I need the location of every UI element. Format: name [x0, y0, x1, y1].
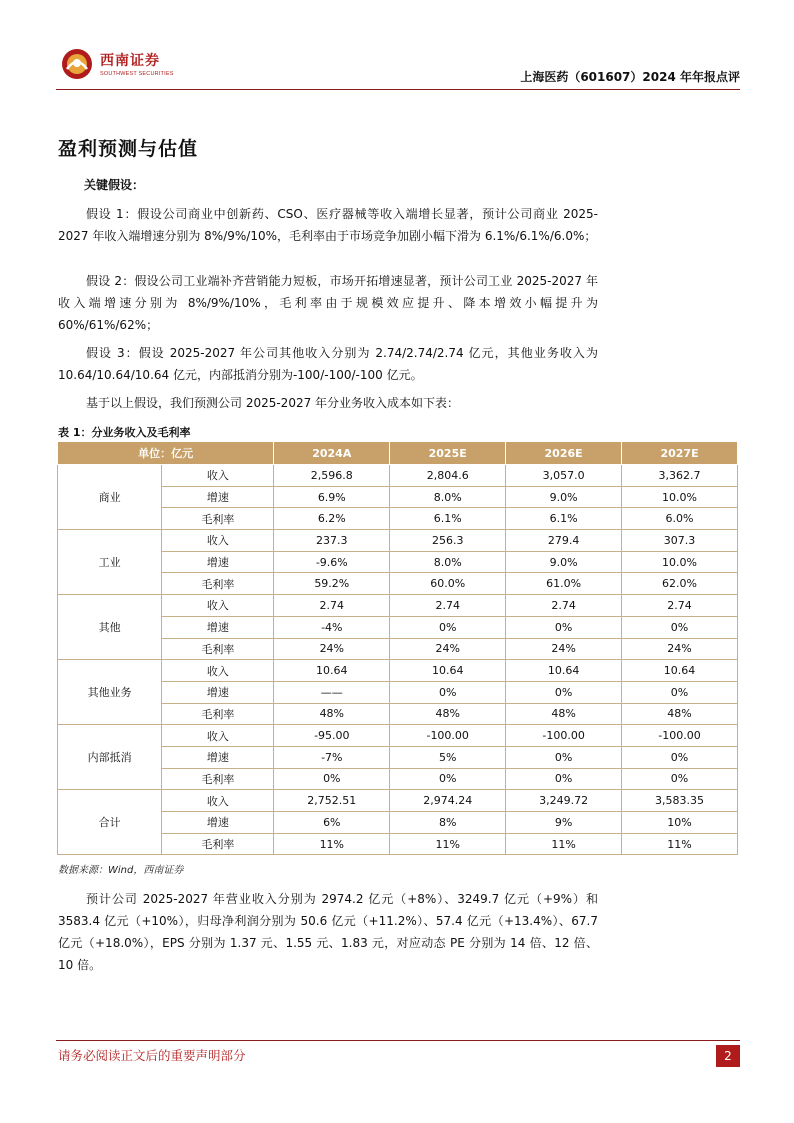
value-cell: 10.64: [506, 660, 622, 682]
value-cell: 48%: [390, 703, 506, 725]
value-cell: 3,249.72: [506, 790, 622, 812]
value-cell: 256.3: [390, 530, 506, 552]
logo-text-en: SOUTHWEST SECURITIES: [100, 71, 174, 77]
metric-label-cell: 收入: [162, 465, 274, 487]
value-cell: 10.64: [390, 660, 506, 682]
table-row: [58, 660, 738, 682]
value-cell: 0%: [506, 681, 622, 703]
value-cell: 2.74: [622, 595, 738, 617]
value-cell: 5%: [390, 746, 506, 768]
value-cell: 3,057.0: [506, 465, 622, 487]
metric-label-cell: 毛利率: [162, 573, 274, 595]
value-cell: -4%: [274, 616, 390, 638]
assumption-3: 假设 3：假设 2025-2027 年公司其他收入分别为 2.74/2.74/2.74 亿元，其他业务收入为 10.64/10.64/10.64 亿元，内部抵消分别为-100/-100/-100 亿元。: [58, 346, 598, 382]
value-cell: -9.6%: [274, 551, 390, 573]
value-cell: 9%: [506, 812, 622, 834]
value-cell: 11%: [390, 833, 506, 855]
value-cell: 6.0%: [622, 508, 738, 530]
table-row: [58, 790, 738, 812]
value-cell: 2,596.8: [274, 465, 390, 487]
page-number: 2: [716, 1045, 740, 1067]
value-cell: 10.0%: [622, 551, 738, 573]
value-cell: 2.74: [274, 595, 390, 617]
value-cell: 10.0%: [622, 486, 738, 508]
col-header: 2027E: [622, 442, 738, 465]
metric-label-cell: 收入: [162, 725, 274, 747]
section-title: 盈利预测与估值: [58, 138, 199, 160]
metric-label-cell: 增速: [162, 551, 274, 573]
metric-label-cell: 收入: [162, 660, 274, 682]
value-cell: 9.0%: [506, 486, 622, 508]
metric-label-cell: 毛利率: [162, 768, 274, 790]
value-cell: 307.3: [622, 530, 738, 552]
value-cell: 48%: [622, 703, 738, 725]
value-cell: 24%: [506, 638, 622, 660]
value-cell: 0%: [622, 746, 738, 768]
value-cell: 0%: [390, 616, 506, 638]
value-cell: 24%: [622, 638, 738, 660]
table-caption: 表 1：分业务收入及毛利率: [58, 426, 191, 439]
value-cell: 2,804.6: [390, 465, 506, 487]
value-cell: 3,362.7: [622, 465, 738, 487]
value-cell: -7%: [274, 746, 390, 768]
table-row: [58, 530, 738, 552]
value-cell: 11%: [274, 833, 390, 855]
assumption-1: 假设 1：假设公司商业中创新药、CSO、医疗器械等收入端增长显著，预计公司商业 2025-2027 年收入端增速分别为 8%/9%/10%，毛利率由于市场竞争加剧小幅下滑为 6.1%/6.1%/6.0%；: [58, 207, 598, 243]
assumption-2: 假设 2：假设公司工业端补齐营销能力短板，市场开拓增速显著，预计公司工业 2025-2027 年收入端增速分别为 8%/9%/10%，毛利率由于规模效应提升、降本增效小幅提升为 60%/61%/62%；: [58, 274, 598, 332]
value-cell: 48%: [506, 703, 622, 725]
value-cell: -100.00: [506, 725, 622, 747]
value-cell: 0%: [390, 681, 506, 703]
page-header: [56, 40, 740, 90]
footer-divider: [56, 1040, 740, 1041]
data-source: 数据来源：Wind，西南证券: [58, 865, 184, 876]
segment-name-cell: 其他: [58, 595, 162, 660]
value-cell: 0%: [274, 768, 390, 790]
metric-label-cell: 毛利率: [162, 638, 274, 660]
value-cell: 59.2%: [274, 573, 390, 595]
value-cell: -100.00: [390, 725, 506, 747]
value-cell: 6%: [274, 812, 390, 834]
segment-name-cell: 商业: [58, 465, 162, 530]
logo-emblem-icon: [60, 47, 94, 81]
value-cell: 10.64: [274, 660, 390, 682]
value-cell: -95.00: [274, 725, 390, 747]
value-cell: ——: [274, 681, 390, 703]
metric-label-cell: 增速: [162, 812, 274, 834]
value-cell: 6.9%: [274, 486, 390, 508]
value-cell: 11%: [506, 833, 622, 855]
metric-label-cell: 收入: [162, 530, 274, 552]
value-cell: 6.1%: [506, 508, 622, 530]
value-cell: 24%: [390, 638, 506, 660]
segment-name-cell: 合计: [58, 790, 162, 855]
logo-text-cn: 西南证券: [100, 53, 160, 69]
value-cell: 8%: [390, 812, 506, 834]
value-cell: 0%: [622, 616, 738, 638]
value-cell: 0%: [506, 616, 622, 638]
value-cell: 10.64: [622, 660, 738, 682]
metric-label-cell: 增速: [162, 616, 274, 638]
value-cell: 10%: [622, 812, 738, 834]
forecast-summary: 预计公司 2025-2027 年营业收入分别为 2974.2 亿元（+8%）、3249.7 亿元（+9%）和 3583.4 亿元（+10%），归母净利润分别为 50.6 亿元（+11.2%）、57.4 亿元（+13.4%）、67.7 亿元（+18.0%），EPS 分别为 1.37 元、1.55 元、1.83 元，对应动态 PE 分别为 14 倍、12 倍、10 倍。: [58, 892, 598, 972]
segment-name-cell: 其他业务: [58, 660, 162, 725]
value-cell: 2.74: [506, 595, 622, 617]
table-row: [58, 465, 738, 487]
table-header-row: [58, 442, 738, 465]
value-cell: 0%: [506, 746, 622, 768]
value-cell: 2,974.24: [390, 790, 506, 812]
report-title: 上海医药（601607）2024 年年报点评: [520, 70, 740, 84]
value-cell: 0%: [622, 681, 738, 703]
metric-label-cell: 增速: [162, 486, 274, 508]
table-row: [58, 725, 738, 747]
table-intro: 基于以上假设，我们预测公司 2025-2027 年分业务收入成本如下表：: [86, 396, 460, 410]
value-cell: 0%: [390, 768, 506, 790]
value-cell: 60.0%: [390, 573, 506, 595]
value-cell: 6.1%: [390, 508, 506, 530]
segment-revenue-table: [57, 441, 738, 855]
table-row: [58, 595, 738, 617]
metric-label-cell: 增速: [162, 681, 274, 703]
metric-label-cell: 毛利率: [162, 508, 274, 530]
value-cell: 62.0%: [622, 573, 738, 595]
col-header: 2025E: [390, 442, 506, 465]
value-cell: 8.0%: [390, 551, 506, 573]
value-cell: 48%: [274, 703, 390, 725]
value-cell: 11%: [622, 833, 738, 855]
metric-label-cell: 毛利率: [162, 833, 274, 855]
value-cell: 6.2%: [274, 508, 390, 530]
metric-label-cell: 收入: [162, 595, 274, 617]
col-header: 2024A: [274, 442, 390, 465]
value-cell: 8.0%: [390, 486, 506, 508]
metric-label-cell: 毛利率: [162, 703, 274, 725]
col-header: 2026E: [506, 442, 622, 465]
value-cell: 3,583.35: [622, 790, 738, 812]
segment-name-cell: 内部抵消: [58, 725, 162, 790]
value-cell: -100.00: [622, 725, 738, 747]
unit-header: 单位：亿元: [58, 442, 274, 465]
metric-label-cell: 增速: [162, 746, 274, 768]
value-cell: 61.0%: [506, 573, 622, 595]
value-cell: 0%: [622, 768, 738, 790]
segment-name-cell: 工业: [58, 530, 162, 595]
value-cell: 9.0%: [506, 551, 622, 573]
key-assumptions-heading: 关键假设：: [84, 178, 145, 192]
metric-label-cell: 收入: [162, 790, 274, 812]
value-cell: 0%: [506, 768, 622, 790]
logo: [60, 44, 190, 84]
footer-disclaimer: 请务必阅读正文后的重要声明部分: [58, 1048, 246, 1063]
value-cell: 2,752.51: [274, 790, 390, 812]
value-cell: 279.4: [506, 530, 622, 552]
value-cell: 237.3: [274, 530, 390, 552]
value-cell: 2.74: [390, 595, 506, 617]
value-cell: 24%: [274, 638, 390, 660]
